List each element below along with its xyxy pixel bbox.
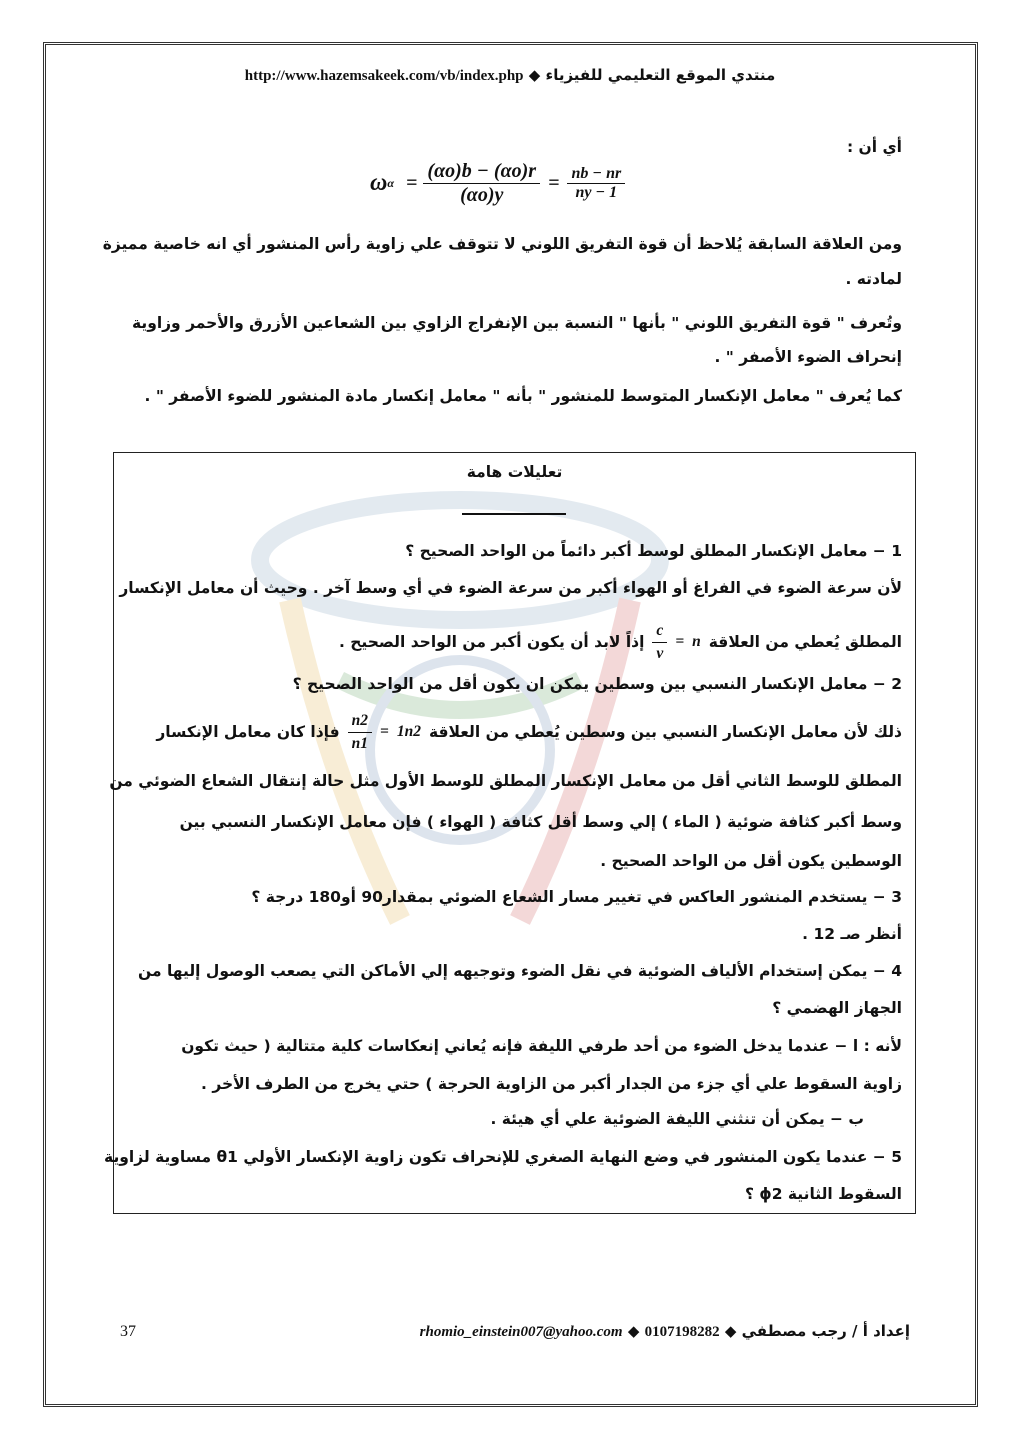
note-1-question: 1 − معامل الإنكسار المطلق لوسط أكبر دائماً من الواحد الصحيح ؟ [405,542,902,560]
n1-denominator: n1 [351,734,368,752]
note-2-answer-formula-line [122,707,902,757]
eq-1n2: 1n2 [396,723,421,740]
note-4-answer-b: ب − يمكن أن تنثني الليفة الضوئية علي أي هيئة . [490,1110,864,1128]
v-denominator: v [656,644,664,662]
fraction-2-numerator: nb − nr [567,165,625,184]
eq-n: n [692,633,701,650]
page-number: 37 [120,1322,136,1340]
page-footer [120,1322,910,1341]
formula-fraction-1 [423,160,540,207]
intro-paragraph-2: وتُعرف " قوة التفريق اللوني " بأنها " النسبة بين الإنفراج الزاوي بين الشعاعين الأزرق والأحمر وزاوية [131,314,902,332]
note-5-question-end: السقوط الثانية ϕ2 ؟ [744,1185,902,1203]
notes-title-underline [462,513,566,515]
note-2-answer-line-2: المطلق للوسط الثاني أقل من معامل الإنكسار المطلق للوسط الأول مثل حالة إنتقال الشعاع الضوئي من [109,772,902,790]
note-4-answer-a-end: زاوية السقوط علي أي جزء من الجدار أكبر من الزاوية الحرجة ) حتي يخرج من الطرف الأخر . [201,1075,902,1093]
note-1-answer: لأن سرعة الضوء في الفراغ أو الهواء أكبر من سرعة الضوء في أي وسط آخر . وحيث أن معامل الإنكسار [119,579,902,597]
note-5-question: 5 − عندما يكون المنشور في وضع النهاية الصغري للإنحراف تكون زاوية الإنكسار الأولي θ1 مساوية لزاوية [104,1148,902,1166]
header-site-name: منتدي الموقع التعليمي للفيزياء [545,66,776,84]
note-1-answer-pre: المطلق يُعطي من العلاقة [708,633,902,651]
note-2-answer-post: فإذا كان معامل الإنكسار [156,723,340,741]
header-url[interactable]: http://www.hazemsakeek.com/vb/index.php [244,68,524,84]
header-separator: ◆ [528,66,541,84]
note-4-question-end: الجهاز الهضمي ؟ [772,999,902,1017]
c-numerator: c [652,620,667,643]
author-phone: 0107198282 [644,1324,720,1340]
omega-subscript: α [387,176,394,190]
dispersive-power-formula: ω α = $\frac{(\alpha o)b - (\alpha o)r}{(\alpha o)y}$ = $\frac{nb - nr}{ny - 1}$ [370,160,625,207]
note-2-answer-pre: ذلك لأن معامل الإنكسار النسبي بين وسطين يُعطي من العلاقة [428,723,902,741]
note-1-answer-formula-line [122,620,902,664]
fraction-1-denominator: (αo)y [460,184,504,206]
intro-paragraph-2-end: إنحراف الضوء الأصفر " . [714,348,902,366]
note-3-question: 3 − يستخدم المنشور العاكس في تغيير مسار الشعاع الضوئي بمقدار90 أو180 درجة ؟ [251,888,902,906]
note-2-question: 2 − معامل الإنكسار النسبي بين وسطين يمكن ان يكون أقل من الواحد الصحيح ؟ [292,675,902,693]
intro-paragraph-1: ومن العلاقة السابقة يُلاحظ أن قوة التفريق اللوني لا تتوقف علي زاوية رأس المنشور أي انه خاصية مميزة [102,235,902,253]
eq-equals-2: = [380,723,389,740]
note-4-question: 4 − يمكن إستخدام الألياف الضوئية في نقل الضوء وتوجيهه إلي الأماكن التي يصعب الوصول إليها من [138,962,902,980]
author-name: إعداد أ / رجب مصطفي [741,1322,910,1340]
omega-symbol: ω [370,170,388,196]
n2-numerator: n2 [348,710,372,733]
note-3-answer: أنظر صـ 12 . [802,925,902,943]
intro-paragraph-1-end: لمادته . [845,270,902,288]
fraction-1-numerator: (αo)b − (αo)r [423,160,540,184]
note-2-answer-line-3: وسط أكبر كثافة ضوئية ( الماء ) إلي وسط أقل كثافة ( الهواء ) فإن معامل الإنكسار النسبي بين [179,813,902,831]
eq-equals: = [675,633,685,650]
note-1-answer-post: إذاً لابد أن يكون أكبر من الواحد الصحيح . [338,633,645,651]
notes-title: تعليلات هامة [466,463,563,481]
note-2-answer-line-4: الوسطين يكون أقل من الواحد الصحيح . [600,852,902,870]
n2-over-n1-fraction [348,710,372,755]
intro-lead: أي أن : [846,138,902,156]
c-over-v-fraction [652,620,667,665]
page-header [90,66,930,85]
formula-fraction-2 [567,165,625,202]
footer-sep-2: ◆ [627,1322,640,1340]
footer-sep-1: ◆ [724,1322,737,1340]
author-credit [420,1322,910,1341]
author-email[interactable]: rhomio_einstein007@yahoo.com [419,1324,623,1340]
note-4-answer-a: لأنه : ا − عندما يدخل الضوء من أحد طرفي الليفة فإنه يُعاني إنعكاسات كلية متتالية ( حيث تكون [181,1037,902,1055]
fraction-2-denominator: ny − 1 [575,184,618,201]
intro-paragraph-3: كما يُعرف " معامل الإنكسار المتوسط للمنشور " بأنه " معامل إنكسار مادة المنشور للضوء الأصفر " . [144,387,902,405]
